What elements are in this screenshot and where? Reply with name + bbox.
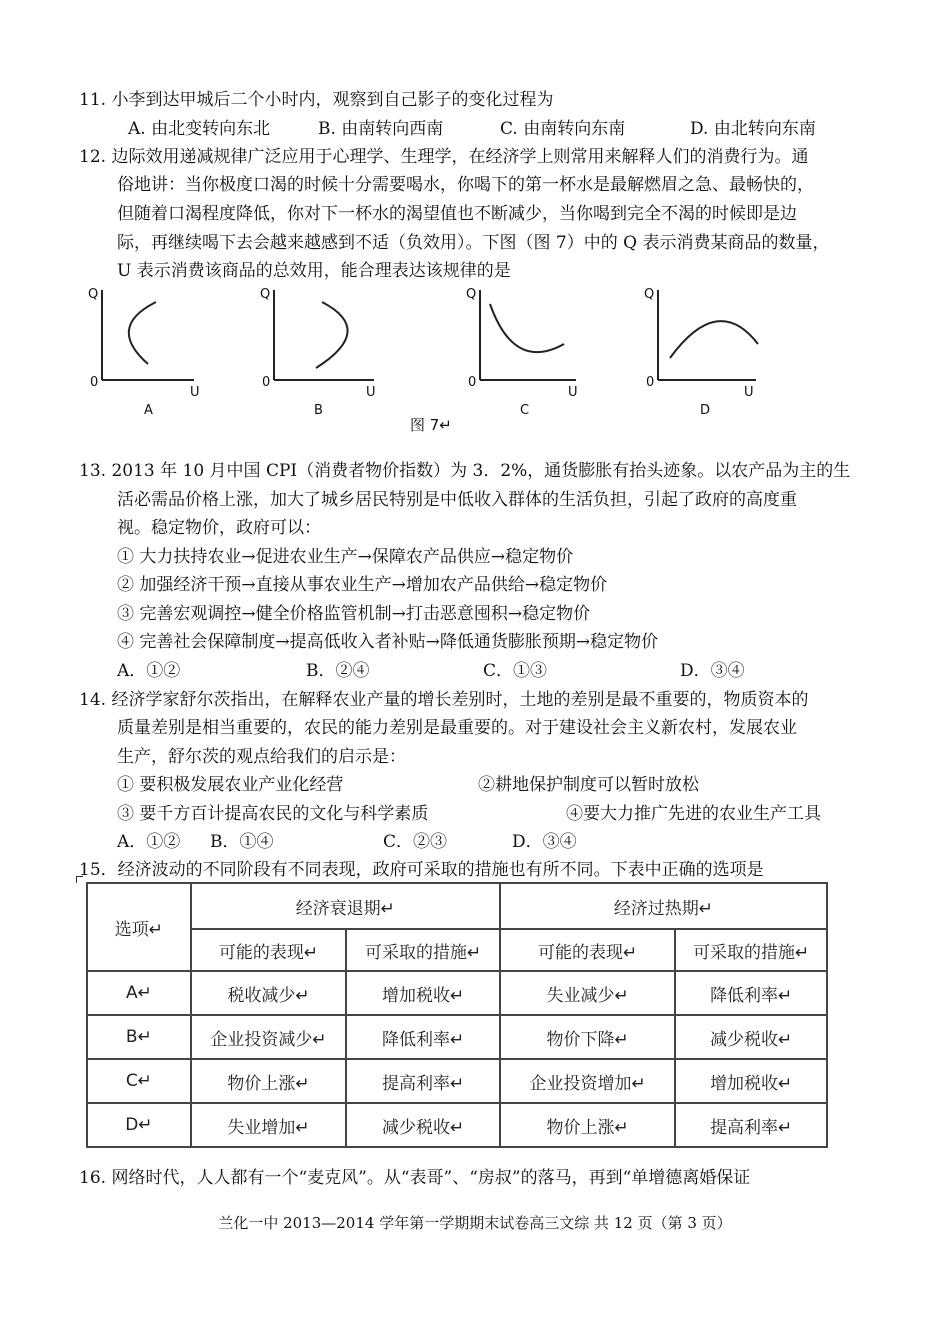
graph-a (86, 282, 246, 432)
graph-d-q-label: Q (644, 287, 655, 302)
q13-option-d: D．③④ (680, 661, 745, 681)
table-subheader: 可能的表现↵ (191, 929, 347, 971)
table-cell: 减少税收↵ (346, 1103, 500, 1147)
q16-stem: 16. 网络时代，人人都有一个“麦克风”。从“表哥”、“房叔”的落马，再到“单增德离婚保证 (79, 1168, 751, 1188)
table-cell: 增加税收↵ (675, 1059, 827, 1103)
q14-line-1: 14. 经济学家舒尔茨指出，在解释农业产量的增长差别时，土地的差别是最不重要的，物质资本的 (79, 690, 809, 710)
q13-option-a: A．①② (117, 661, 181, 681)
table-cell: 企业投资减少↵ (191, 1015, 347, 1059)
table-header-recession: 经济衰退期↵ (191, 883, 500, 929)
graph-c-q-label: Q (466, 287, 477, 302)
table-cell: 物价上涨↵ (500, 1103, 676, 1147)
q14-item-2: ②耕地保护制度可以暂时放松 (478, 775, 699, 795)
table-cell: A↵ (87, 971, 191, 1015)
table-cell: 减少税收↵ (675, 1015, 827, 1059)
q15-stem: 15．经济波动的不同阶段有不同表现，政府可采取的措施也有所不同。下表中正确的选项是 (79, 860, 764, 880)
table-cell: 提高利率↵ (675, 1103, 827, 1147)
q11-stem: 11. 小李到达甲城后二个小时内，观察到自己影子的变化过程为 (79, 90, 554, 110)
graph-c (464, 282, 624, 432)
graph-c-label: C (520, 403, 530, 418)
q12-line-4: 际，再继续喝下去会越来越感到不适（负效用）。下图（图 7）中的 Q 表示消费某商品的数量， (117, 233, 830, 253)
q13-item-1: ① 大力扶持农业→促进农业生产→保障农产品供应→稳定物价 (117, 547, 574, 567)
graph-b-curve (316, 302, 348, 368)
table-cell: C↵ (87, 1059, 191, 1103)
q12-line-5: U 表示消费该商品的总效用，能合理表达该规律的是 (117, 261, 511, 281)
graph-d (640, 282, 800, 432)
table-cell: 失业减少↵ (500, 971, 676, 1015)
q14-item-1: ① 要积极发展农业产业化经营 (117, 775, 344, 795)
table-cell: 物价下降↵ (500, 1015, 676, 1059)
graph-b-q-label: Q (260, 287, 271, 302)
q14-option-d: D．③④ (512, 832, 577, 852)
table-row (87, 1103, 827, 1147)
q11-option-d: D. 由北转向东南 (690, 119, 816, 139)
q13-option-b: B．②④ (306, 661, 370, 681)
q11-option-a: A. 由北变转向东北 (128, 119, 271, 139)
graph-d-label: D (700, 403, 711, 418)
table-subheader: 可采取的措施↵ (346, 929, 500, 971)
graph-a-origin-label: 0 (90, 375, 99, 390)
q13-item-2: ② 加强经济干预→直接从事农业生产→增加农产品供给→稳定物价 (117, 575, 608, 595)
q12-line-3: 但随着口渴程度降低，你对下一杯水的渴望值也不断减少，当你喝到完全不渴的时候即是边 (117, 204, 797, 224)
q13-line-3: 视。稳定物价，政府可以： (117, 518, 321, 538)
q14-line-2: 质量差别是相当重要的，农民的能力差别是最重要的。对于建设社会主义新农村，发展农业 (117, 718, 797, 738)
q13-item-3: ③ 完善宏观调控→健全价格监管机制→打击恶意囤积→稳定物价 (117, 604, 591, 624)
table-cell: 降低利率↵ (346, 1015, 500, 1059)
q11-option-b: B. 由南转向西南 (318, 119, 444, 139)
q14-item-3: ③ 要千方百计提高农民的文化与科学素质 (117, 804, 429, 824)
table-cell: 物价上涨↵ (191, 1059, 347, 1103)
economy-table (86, 882, 828, 1148)
page-footer: 兰化一中 2013—2014 学年第一学期期末试卷高三文综 共 12 页（第 3 页） (218, 1214, 732, 1232)
table-row (87, 971, 827, 1015)
table-row (87, 1059, 827, 1103)
table-cell: D↵ (87, 1103, 191, 1147)
table-cell: 降低利率↵ (675, 971, 827, 1015)
graph-c-curve (490, 304, 564, 352)
q13-line-2: 活必需品价格上涨，加大了城乡居民特别是中低收入群体的生活负担，引起了政府的高度重 (117, 490, 797, 510)
graph-a-u-label: U (190, 385, 200, 400)
table-cell: 企业投资增加↵ (500, 1059, 676, 1103)
table-corner-mark (76, 876, 83, 883)
graph-b-label: B (314, 403, 323, 418)
q13-option-c: C．①③ (483, 661, 548, 681)
q13-line-1: 13. 2013 年 10 月中国 CPI（消费者物价指数）为 3．2%，通货膨胀有抬头迹象。以农产品为主的生 (79, 461, 851, 481)
table-cell: 增加税收↵ (346, 971, 500, 1015)
q14-option-b: B．①④ (210, 832, 274, 852)
q14-option-c: C．②③ (383, 832, 448, 852)
graph-b-u-label: U (366, 385, 376, 400)
graph-b (256, 282, 416, 432)
table-cell: 税收减少↵ (191, 971, 347, 1015)
graph-d-origin-label: 0 (646, 375, 655, 390)
q14-line-3: 生产，舒尔茨的观点给我们的启示是： (117, 747, 406, 767)
graph-b-origin-label: 0 (262, 375, 271, 390)
table-subheader: 可采取的措施↵ (675, 929, 827, 971)
graph-d-curve (670, 321, 758, 358)
table-row (87, 1015, 827, 1059)
q14-option-a: A．①② (117, 832, 181, 852)
graph-c-origin-label: 0 (468, 375, 477, 390)
q14-item-4: ④要大力推广先进的农业生产工具 (566, 804, 821, 824)
graph-a-label: A (144, 403, 153, 418)
table-header-option: 选项↵ (87, 883, 191, 971)
graph-c-u-label: U (568, 385, 578, 400)
table-cell: B↵ (87, 1015, 191, 1059)
table-header-overheating: 经济过热期↵ (500, 883, 827, 929)
table-cell: 提高利率↵ (346, 1059, 500, 1103)
graph-d-u-label: U (744, 385, 754, 400)
q13-item-4: ④ 完善社会保障制度→提高低收入者补贴→降低通货膨胀预期→稳定物价 (117, 632, 659, 652)
table-cell: 失业增加↵ (191, 1103, 347, 1147)
graph-a-q-label: Q (88, 287, 99, 302)
q11-option-c: C. 由南转向东南 (500, 119, 626, 139)
table-subheader: 可能的表现↵ (500, 929, 676, 971)
graph-a-curve (129, 302, 156, 364)
q12-line-1: 12. 边际效用递减规律广泛应用于心理学、生理学，在经济学上则常用来解释人们的消费行为。通 (79, 147, 809, 167)
figure-caption: 图 7↵ (410, 416, 452, 434)
q12-line-2: 俗地讲：当你极度口渴的时候十分需要喝水，你喝下的第一杯水是最解燃眉之急、最畅快的， (117, 175, 814, 195)
